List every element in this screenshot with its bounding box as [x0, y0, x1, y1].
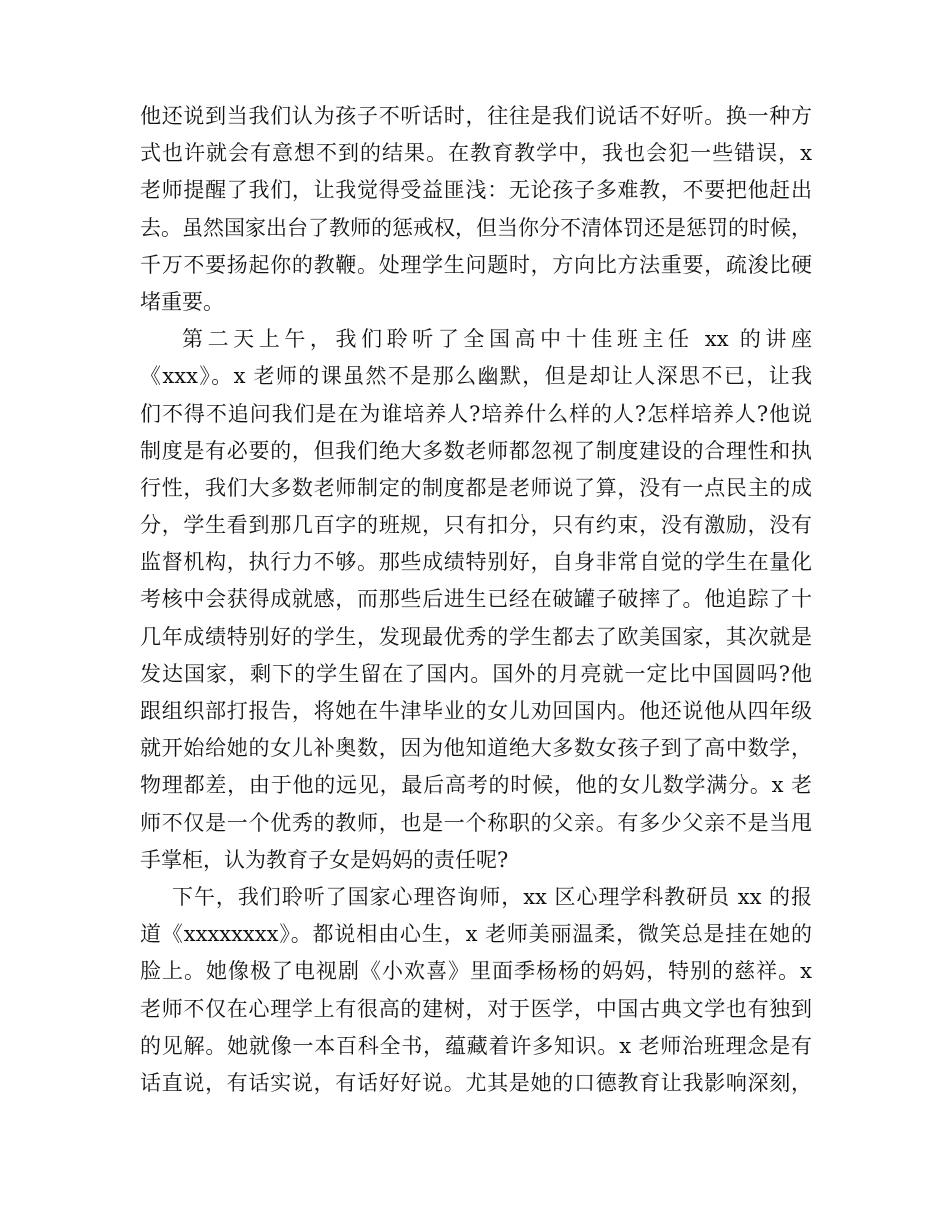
text-line: 话直说，有话实说，有话好好说。尤其是她的口德教育让我影响深刻，	[140, 1070, 812, 1095]
text-line: 堵重要。	[140, 289, 224, 314]
text-line: 就开始给她的女儿补奥数，因为他知道绝大多数女孩子到了高中数学，	[140, 736, 812, 761]
text-line: 物理都差，由于他的远见，最后高考的时候，他的女儿数学满分。x 老	[140, 773, 812, 798]
paragraph-first-line: 下午，我们聆听了国家心理咨询师，xx 区心理学科教研员 xx 的报	[172, 884, 812, 909]
text-line: 几年成绩特别好的学生，发现最优秀的学生都去了欧美国家，其次就是	[140, 624, 812, 649]
text-line: 他还说到当我们认为孩子不听话时，往往是我们说话不好听。换一种方	[140, 104, 812, 128]
text-line: 行性，我们大多数老师制定的制度都是老师说了算，没有一点民主的成	[140, 475, 812, 500]
text-line: 去。虽然国家出台了教师的惩戒权，但当你分不清体罚还是惩罚的时候，	[140, 215, 812, 240]
paragraph-first-line: 第二天上午，我们聆听了全国高中十佳班主任 xx 的讲座	[182, 327, 812, 352]
text-line: 老师提醒了我们，让我觉得受益匪浅：无论孩子多难教，不要把他赶出	[140, 178, 812, 203]
text-line: 老师不仅在心理学上有很高的建树，对于医学，中国古典文学也有独到	[140, 996, 812, 1021]
text-line: 的见解。她就像一本百科全书，蕴藏着许多知识。x 老师治班理念是有	[140, 1033, 812, 1058]
text-line: 《xxx》。x 老师的课虽然不是那么幽默，但是却让人深思不已，让我	[140, 364, 812, 389]
text-line: 手掌柜，认为教育子女是妈妈的责任呢?	[140, 847, 509, 872]
text-line: 脸上。她像极了电视剧《小欢喜》里面季杨杨的妈妈，特别的慈祥。x	[140, 959, 812, 984]
text-line: 发达国家，剩下的学生留在了国内。国外的月亮就一定比中国圆吗?他	[140, 661, 812, 686]
text-line: 跟组织部打报告，将她在牛津毕业的女儿劝回国内。他还说他从四年级	[140, 699, 812, 723]
text-line: 分，学生看到那几百字的班规，只有扣分，只有约束，没有激励，没有	[140, 513, 812, 538]
text-line: 千万不要扬起你的教鞭。处理学生问题时，方向比方法重要，疏浚比硬	[140, 252, 812, 277]
text-line: 考核中会获得成就感，而那些后进生已经在破罐子破摔了。他追踪了十	[140, 587, 812, 612]
text-line: 道《xxxxxxxx》。都说相由心生，x 老师美丽温柔，微笑总是挂在她的	[140, 922, 812, 947]
text-line: 监督机构，执行力不够。那些成绩特别好，自身非常自觉的学生在量化	[140, 550, 812, 575]
text-line: 式也许就会有意想不到的结果。在教育教学中，我也会犯一些错误，x	[140, 141, 812, 166]
body-text	[140, 98, 812, 1102]
text-line: 们不得不追问我们是在为谁培养人?培养什么样的人?怎样培养人?他说	[140, 401, 812, 426]
text-line: 制度是有必要的，但我们绝大多数老师都忽视了制度建设的合理性和执	[140, 438, 812, 463]
text-line: 师不仅是一个优秀的教师，也是一个称职的父亲。有多少父亲不是当甩	[140, 810, 812, 835]
